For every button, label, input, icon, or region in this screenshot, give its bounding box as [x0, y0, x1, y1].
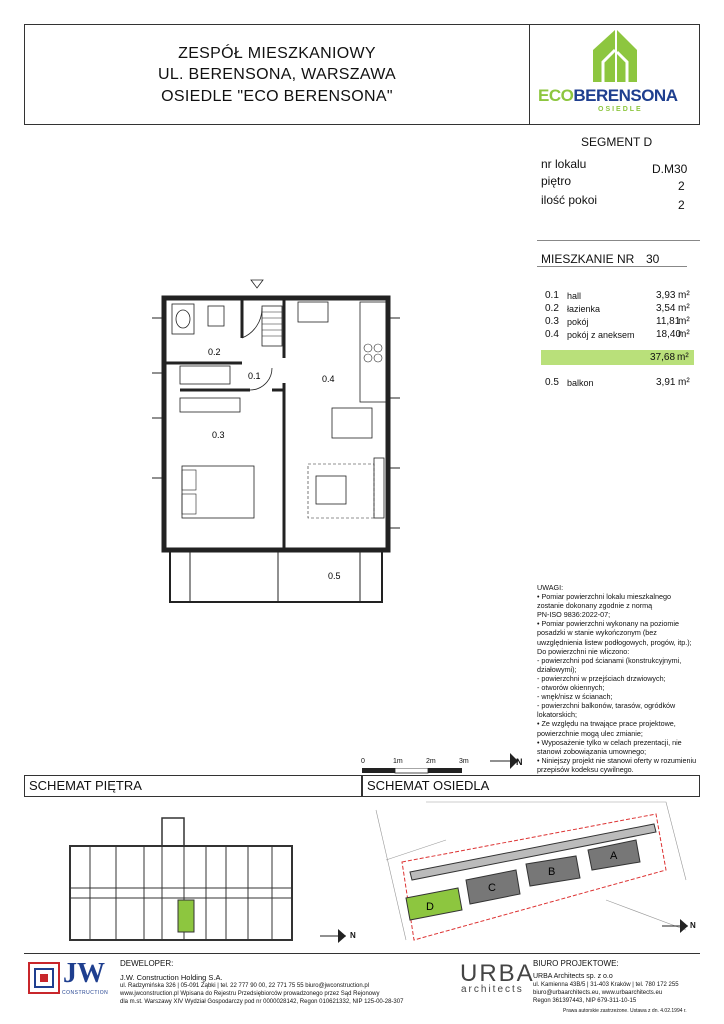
notes	[537, 583, 712, 774]
room-no: 0.5	[545, 377, 559, 388]
room-row	[543, 329, 693, 341]
plan-label-04: 0.4	[322, 374, 335, 384]
info-label-pietro: piętro	[541, 174, 572, 188]
project-title-line2: UL. BERENSONA, WARSZAWA	[157, 66, 397, 83]
logo-text	[538, 86, 696, 106]
schemat-pietra-title: SCHEMAT PIĘTRA	[29, 778, 142, 793]
info-value-lokal: D.M30	[652, 162, 688, 176]
scale-label-2: 2m	[426, 758, 436, 765]
note-line: stanowi zobowiązania umownego;	[537, 746, 647, 756]
room-unit: m²	[678, 377, 690, 388]
note-line: - powierzchni w przejściach drzwiowych;	[537, 673, 666, 683]
note-line: przepisów kodeksu cywilnego.	[537, 764, 634, 774]
north-label: N	[350, 931, 356, 940]
room-no: 0.3	[545, 316, 559, 327]
developer-register1: www.jwconstruction.pl Wpisana do Rejestru Przedsiębiorców prowadzonego przez Sąd Rejonowy	[120, 991, 380, 997]
note-line: • Niniejszy projekt nie stanowi oferty w rozumieniu	[537, 755, 697, 765]
north-label: N	[516, 757, 523, 767]
note-line: - otworów okiennych;	[537, 683, 605, 693]
project-title-line1: ZESPÓŁ MIESZKANIOWY	[178, 45, 376, 62]
segment-label-d: D	[426, 901, 434, 913]
total-area: 37,68	[650, 352, 676, 363]
architect-ids: Regon 361397443, NIP 679-311-10-15	[533, 998, 637, 1004]
plan-label-01: 0.1	[248, 371, 261, 381]
segment-title: SEGMENT D	[581, 135, 653, 149]
architect-company: URBA Architects sp. z o.o	[533, 973, 613, 980]
north-arrow-icon	[488, 745, 532, 771]
logo-osiedle: OSIEDLE	[598, 106, 643, 113]
room-name: pokój	[567, 317, 589, 327]
note-line: • Pomiar powierzchni wykonany na poziomie	[537, 619, 679, 629]
note-line: • Wyposażenie tylko w celach prezentacji, nie	[537, 737, 682, 747]
site-schema	[366, 800, 696, 950]
copyright: Prawa autorskie zastrzeżone. Ustawa z dn. 4.02.1994 r.	[563, 1008, 687, 1014]
jw-logo-sub: CONSTRUCTION	[62, 990, 109, 996]
logo-eco: ECO	[538, 86, 574, 105]
apartment-label: MIESZKANIE NR	[541, 252, 635, 266]
room-name: łazienka	[567, 304, 601, 314]
floor-schema	[66, 816, 298, 944]
north-label: N	[690, 921, 696, 930]
room-area: 18,40	[656, 329, 682, 340]
jw-construction-logo-icon	[28, 962, 60, 994]
note-line: - powierzchni balkonów, tarasów, ogródków	[537, 701, 676, 711]
note-line: Do powierzchni nie wliczono:	[537, 646, 630, 656]
note-line: PN-ISO 9836:2022-07;	[537, 610, 611, 620]
room-unit: m²	[678, 290, 690, 301]
jw-logo-text: JW	[63, 958, 105, 989]
architect-web: biuro@urbaarchitects.eu, www.urbaarchitects.eu	[533, 990, 663, 996]
room-area: 3,91	[656, 377, 676, 388]
room-no: 0.4	[545, 329, 559, 340]
room-unit: m²	[678, 329, 690, 340]
developer-heading: DEWELOPER:	[120, 959, 174, 968]
room-name: hall	[567, 291, 582, 301]
plan-label-05: 0.5	[328, 571, 341, 581]
note-line: powierzchnie mogą ulec zmianie;	[537, 728, 643, 738]
room-row	[543, 290, 693, 302]
room-unit: m²	[678, 316, 690, 327]
room-area: 11,81	[656, 316, 681, 327]
scale-label-3: 3m	[459, 758, 469, 765]
note-line: - wnęk/nisz w ścianach;	[537, 692, 613, 702]
note-line: • Pomiar powierzchni lokalu mieszkalnego	[537, 592, 671, 602]
room-unit: m²	[678, 303, 690, 314]
balcony-row	[543, 377, 693, 389]
eco-berensona-logo-icon	[585, 28, 645, 84]
divider	[537, 266, 687, 267]
segment-label-c: C	[488, 882, 496, 894]
notes-heading: UWAGI:	[537, 583, 564, 592]
info-label-lokal: nr lokalu	[541, 157, 587, 171]
urba-logo-sub: architects	[461, 984, 524, 995]
room-area: 3,54	[656, 303, 676, 314]
scale-label-1: 1m	[393, 758, 403, 765]
logo-berensona: BERENSONA	[573, 86, 678, 105]
room-row	[543, 303, 693, 315]
note-line: posadzki w stanie wykończonym (bez	[537, 628, 657, 638]
note-line: lokatorskich;	[537, 710, 577, 720]
schemat-osiedla-title: SCHEMAT OSIEDLA	[367, 778, 490, 793]
architect-address: ul. Kamienna 43B/5 | 31-403 Kraków | tel. 780 172 255	[533, 982, 679, 988]
urba-logo: URBA	[460, 960, 535, 987]
room-no: 0.2	[545, 303, 559, 314]
segment-label-b: B	[548, 866, 556, 878]
info-value-pietro: 2	[678, 179, 685, 193]
developer-company: J.W. Construction Holding S.A.	[120, 973, 223, 982]
architect-heading: BIURO PROJEKTOWE:	[533, 959, 619, 968]
note-line: - powierzchni pod ścianami (konstrukcyjnymi,	[537, 655, 682, 665]
total-area-unit: m²	[677, 352, 689, 363]
plan-label-02: 0.2	[208, 347, 221, 357]
scale-label-0: 0	[361, 758, 365, 765]
divider	[537, 240, 700, 241]
floor-plan	[150, 278, 410, 608]
note-line: zostanie dokonany zgodnie z normą	[537, 601, 653, 611]
footer-divider	[24, 953, 700, 954]
project-title-line3: OSIEDLE "ECO BERENSONA"	[161, 88, 393, 105]
room-no: 0.1	[545, 290, 559, 301]
note-line: uwzględnienia listew podłogowych, progów, itp.);	[537, 637, 692, 647]
info-value-pokoi: 2	[678, 198, 685, 212]
scale-bar	[362, 768, 466, 774]
info-label-pokoi: ilość pokoi	[541, 193, 598, 207]
room-row	[543, 316, 693, 328]
room-name: pokój z aneksem	[567, 330, 635, 340]
developer-address: ul. Radzymińska 326 | 05-091 Ząbki | tel. 22 777 90 00, 22 771 75 55 biuro@jwconstruction.pl	[120, 983, 370, 989]
segment-label-a: A	[610, 850, 618, 862]
room-name: balkon	[567, 378, 594, 388]
plan-label-03: 0.3	[212, 430, 225, 440]
developer-register2: dla m.st. Warszawy XIV Wydział Gospodarczy pod nr 0000028142, Regon 010621332, NIP 125-00-28-307	[120, 999, 404, 1005]
note-line: działowymi);	[537, 664, 577, 674]
apartment-number: 30	[646, 252, 660, 266]
note-line: • Ze względu na trwające prace projektowe,	[537, 719, 676, 729]
room-area: 3,93	[656, 290, 676, 301]
